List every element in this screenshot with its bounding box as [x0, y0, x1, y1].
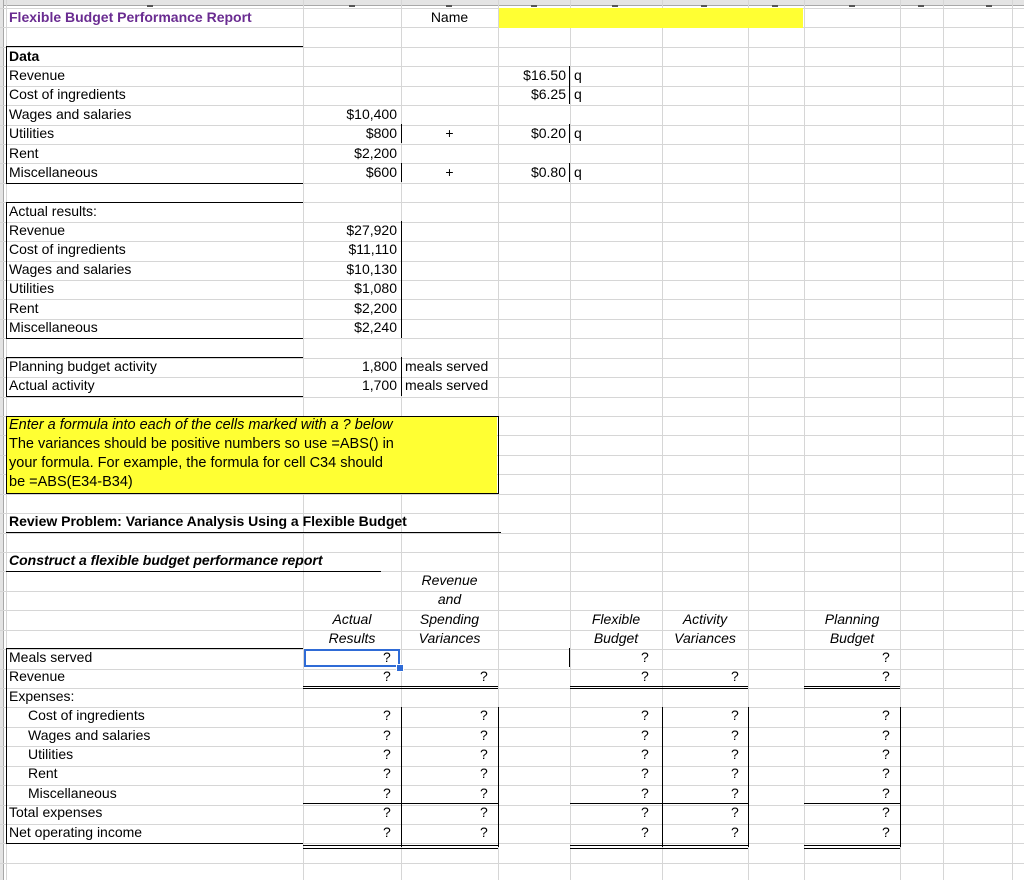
rsv-header-4: Variances	[418, 630, 481, 646]
grid-line	[0, 746, 1024, 747]
cell-border	[6, 338, 303, 339]
data-row-unit: q	[574, 86, 582, 103]
cell-border	[6, 46, 7, 184]
data-row-plus: +	[445, 125, 454, 142]
actual-row-value[interactable]: $10,130	[346, 260, 397, 277]
report-planning-cell[interactable]: ?	[882, 823, 890, 840]
grid-line	[0, 785, 1024, 786]
cell-border	[303, 803, 401, 804]
report-row-label: Net operating income	[9, 823, 143, 840]
cell-border	[6, 202, 7, 339]
report-actual-cell[interactable]: ?	[383, 746, 391, 762]
cell-border	[401, 163, 402, 182]
report-flexible-cell[interactable]: ?	[641, 726, 649, 743]
flexible-header-1: Flexible	[591, 611, 641, 627]
report-activity-cell[interactable]: ?	[731, 746, 739, 762]
actual-row-label: Rent	[9, 299, 39, 316]
cell-border	[6, 183, 303, 184]
activity-header-2: Variances	[674, 630, 736, 646]
cell-border	[6, 843, 303, 844]
cell-border	[662, 688, 748, 689]
review-problem-title: Review Problem: Variance Analysis Using a Flexible Budget	[9, 513, 407, 529]
rsv-header-1: Revenue	[421, 572, 478, 588]
cell-border	[6, 648, 303, 649]
cell-border	[303, 845, 401, 846]
data-row-label: Rent	[9, 144, 39, 161]
report-flexible-cell[interactable]: ?	[641, 707, 649, 724]
report-planning-cell[interactable]: ?	[882, 765, 890, 782]
name-input[interactable]	[499, 8, 803, 28]
grid-line	[0, 261, 1024, 262]
report-actual-cell[interactable]: ?	[383, 649, 391, 665]
report-activity-cell[interactable]: ?	[731, 707, 739, 724]
data-row-plus: +	[445, 164, 454, 180]
report-activity-cell[interactable]: ?	[731, 823, 739, 840]
cell-border	[401, 357, 402, 396]
report-actual-cell[interactable]: ?	[383, 668, 391, 685]
cell-border	[6, 648, 7, 844]
actual-row-label: Utilities	[9, 280, 55, 297]
actual-row-label: Miscellaneous	[9, 319, 98, 335]
data-row-fixed[interactable]: $800	[365, 125, 397, 142]
cell-border	[303, 686, 401, 687]
grid-line	[0, 397, 1024, 398]
data-row-label: Miscellaneous	[9, 164, 98, 180]
data-row-label: Revenue	[9, 67, 66, 83]
column-letter-e[interactable]	[612, 0, 618, 7]
report-planning-cell[interactable]: ?	[882, 726, 890, 743]
construct-report-title: Construct a flexible budget performance report	[9, 552, 323, 568]
cell-border	[6, 416, 498, 417]
grid-line	[0, 805, 1024, 806]
instruction-line: Enter a formula into each of the cells marked with a ? below	[9, 417, 393, 433]
cell-border	[6, 571, 381, 572]
cell-border	[662, 803, 748, 804]
actual-row-value[interactable]: $2,200	[354, 299, 397, 316]
grid-line	[0, 280, 1024, 281]
cell-border	[804, 848, 900, 849]
cell-border	[401, 707, 402, 847]
report-flexible-cell[interactable]: ?	[641, 765, 649, 782]
cell-border	[570, 688, 662, 689]
report-planning-cell[interactable]: ?	[882, 746, 890, 762]
cell-border	[401, 688, 498, 689]
column-letter-c[interactable]	[446, 0, 452, 7]
actual-row-value[interactable]: $27,920	[346, 222, 397, 238]
cell-border	[804, 845, 900, 846]
rsv-header-2: and	[437, 591, 462, 607]
activity-row-label: Actual activity	[9, 377, 95, 394]
data-row-per-unit[interactable]	[498, 105, 566, 124]
grid-line	[0, 222, 1024, 223]
cell-border	[401, 848, 498, 849]
column-letter-h[interactable]	[849, 0, 855, 7]
actual-row-label: Revenue	[9, 222, 66, 238]
cell-border	[303, 688, 401, 689]
row-header-bar[interactable]	[0, 0, 4, 880]
data-row-fixed[interactable]: $600	[365, 164, 397, 180]
report-planning-cell[interactable]: ?	[882, 707, 890, 724]
actual-row-value[interactable]: $2,240	[354, 319, 397, 335]
report-rsv-cell[interactable]: ?	[480, 668, 488, 685]
cell-border	[748, 707, 749, 847]
data-row-per-unit[interactable]: $16.50	[523, 67, 566, 83]
report-rsv-cell[interactable]: ?	[480, 707, 488, 724]
cell-border	[6, 416, 7, 494]
data-row-per-unit[interactable]: $0.80	[530, 164, 566, 180]
cell-border	[570, 848, 662, 849]
grid-line	[0, 707, 1024, 708]
cell-border	[498, 416, 499, 494]
grid-line	[0, 669, 1024, 670]
report-rsv-cell[interactable]: ?	[480, 765, 488, 782]
data-row-per-unit[interactable]: $6.25	[530, 86, 566, 103]
column-letter-g[interactable]	[772, 0, 778, 7]
cell-border	[401, 803, 498, 804]
report-rsv-cell[interactable]: ?	[480, 823, 488, 840]
cell-border	[804, 803, 900, 804]
report-planning-cell[interactable]: ?	[882, 649, 890, 665]
cell-border	[6, 532, 501, 533]
cell-border	[569, 648, 570, 667]
report-flexible-cell[interactable]: ?	[641, 804, 649, 821]
data-row-label: Wages and salaries	[9, 105, 132, 122]
report-activity-cell[interactable]: ?	[731, 804, 739, 821]
column-letter-j[interactable]	[986, 0, 992, 7]
grid-line	[0, 766, 1024, 767]
grid-line	[0, 649, 1024, 650]
column-letter-d[interactable]	[531, 0, 537, 7]
instruction-line: be =ABS(E34-B34)	[9, 474, 133, 490]
grid-line	[0, 319, 1024, 320]
report-flexible-cell[interactable]: ?	[641, 668, 649, 685]
data-row-fixed[interactable]: $10,400	[346, 105, 397, 122]
data-row-fixed[interactable]: $2,200	[354, 144, 397, 161]
column-letter-a[interactable]	[147, 0, 153, 7]
data-row-unit: q	[574, 164, 582, 180]
cell-border	[662, 707, 663, 847]
report-activity-cell[interactable]: ?	[731, 668, 739, 685]
report-flexible-cell[interactable]: ?	[641, 649, 649, 665]
rsv-header-3: Spending	[419, 611, 480, 627]
actual-header-1: Actual	[332, 611, 372, 627]
data-row-label: Cost of ingredients	[9, 86, 126, 103]
grid-line	[0, 47, 1024, 48]
report-row-label: Total expenses	[9, 804, 103, 821]
column-letter-f[interactable]	[701, 0, 707, 7]
grid-line	[0, 299, 1024, 300]
data-row-per-unit[interactable]	[498, 144, 566, 163]
column-letter-i[interactable]	[918, 0, 924, 7]
report-rsv-cell[interactable]: ?	[480, 746, 488, 762]
cell-border	[570, 845, 662, 846]
report-flexible-cell[interactable]: ?	[641, 746, 649, 762]
cell-border	[569, 66, 570, 104]
report-flexible-cell[interactable]: ?	[641, 784, 649, 801]
column-header-bar[interactable]	[0, 0, 1024, 6]
report-row-label: Expenses:	[9, 687, 75, 704]
activity-row-unit: meals served	[405, 377, 489, 394]
cell-border	[569, 163, 570, 182]
cell-border	[900, 707, 901, 847]
cell-border	[570, 803, 662, 804]
cell-border	[662, 686, 748, 687]
cell-border	[498, 707, 499, 847]
data-row-fixed[interactable]	[303, 85, 397, 104]
grid-line	[804, 0, 805, 880]
report-row-label: Utilities	[28, 746, 74, 762]
cell-border	[303, 848, 401, 849]
report-title: Flexible Budget Performance Report	[9, 9, 252, 25]
cell-border	[6, 357, 303, 358]
cell-border	[401, 124, 402, 143]
report-actual-cell[interactable]: ?	[383, 726, 391, 743]
report-rsv-cell[interactable]: ?	[480, 726, 488, 743]
flexible-header-2: Budget	[593, 630, 639, 646]
grid-line	[0, 494, 1024, 495]
data-row-plus	[401, 66, 498, 85]
data-row-unit: q	[574, 125, 582, 142]
report-planning-cell[interactable]: ?	[882, 804, 890, 821]
grid-line	[570, 0, 571, 880]
planning-header-2: Budget	[829, 630, 875, 646]
column-letter-b[interactable]	[349, 0, 355, 7]
report-row-label: Miscellaneous	[28, 784, 117, 801]
report-row-label: Revenue	[9, 668, 66, 685]
grid-line	[0, 591, 1024, 592]
name-label: Name	[430, 9, 469, 25]
grid-line	[0, 241, 1024, 242]
instruction-line: your formula. For example, the formula for cell C34 should	[9, 455, 383, 471]
report-flexible-cell[interactable]: ?	[641, 823, 649, 840]
report-actual-cell[interactable]: ?	[383, 823, 391, 840]
grid-line	[0, 863, 1024, 864]
cell-border	[6, 357, 7, 396]
report-actual-cell[interactable]: ?	[383, 804, 391, 821]
actual-row-label: Wages and salaries	[9, 260, 132, 277]
data-row-plus	[401, 85, 498, 104]
actual-row-label: Cost of ingredients	[9, 241, 126, 258]
cell-border	[570, 686, 662, 687]
data-row-per-unit[interactable]: $0.20	[530, 125, 566, 142]
data-row-unit: q	[574, 67, 582, 83]
actual-row-value[interactable]: $11,110	[348, 241, 397, 258]
activity-row-label: Planning budget activity	[9, 358, 157, 374]
activity-row-unit: meals served	[405, 358, 489, 374]
actual-results-heading: Actual results:	[9, 203, 97, 219]
planning-header-1: Planning	[824, 611, 880, 627]
data-row-fixed[interactable]	[303, 66, 397, 85]
actual-header-2: Results	[328, 630, 376, 646]
report-rsv-cell[interactable]: ?	[480, 804, 488, 821]
activity-row-value[interactable]: 1,800	[361, 358, 397, 374]
grid-line	[0, 377, 1024, 378]
report-row-label: Meals served	[9, 649, 93, 665]
cell-border	[401, 845, 498, 846]
data-row-plus	[401, 144, 498, 163]
report-rsv-cell[interactable]: ?	[480, 784, 488, 801]
report-planning-cell[interactable]: ?	[882, 784, 890, 801]
actual-row-value[interactable]: $1,080	[354, 280, 397, 297]
fill-handle[interactable]	[396, 664, 404, 672]
selected-cell[interactable]	[304, 649, 400, 667]
cell-border	[6, 202, 303, 203]
cell-border	[6, 46, 303, 47]
report-actual-cell[interactable]: ?	[383, 707, 391, 724]
report-planning-cell[interactable]: ?	[882, 668, 890, 685]
cell-border	[6, 396, 303, 397]
cell-border	[569, 124, 570, 143]
grid-line	[0, 533, 1024, 534]
grid-line	[0, 824, 1024, 825]
cell-border	[6, 493, 498, 494]
report-row-label: Wages and salaries	[28, 726, 151, 743]
data-row-plus	[401, 105, 498, 124]
activity-row-value[interactable]: 1,700	[361, 377, 397, 394]
report-row-label: Cost of ingredients	[28, 707, 145, 724]
report-activity-cell[interactable]: ?	[731, 784, 739, 801]
report-actual-cell[interactable]: ?	[383, 765, 391, 782]
cell-border	[662, 845, 748, 846]
data-heading: Data	[9, 48, 40, 64]
grid-line	[943, 0, 944, 880]
grid-line	[0, 727, 1024, 728]
data-row-label: Utilities	[9, 125, 55, 142]
instruction-line: The variances should be positive numbers so use =ABS() in	[9, 436, 394, 452]
report-row-label: Rent	[28, 765, 58, 782]
cell-border	[662, 848, 748, 849]
instructions-note	[6, 416, 497, 493]
report-activity-cell[interactable]: ?	[731, 765, 739, 782]
cell-border	[401, 221, 402, 338]
cell-border	[804, 686, 900, 687]
grid-line	[1012, 0, 1013, 880]
cell-border	[804, 688, 900, 689]
report-activity-cell[interactable]: ?	[731, 726, 739, 743]
cell-border	[401, 686, 498, 687]
report-actual-cell[interactable]: ?	[383, 784, 391, 801]
activity-header-1: Activity	[682, 611, 728, 627]
